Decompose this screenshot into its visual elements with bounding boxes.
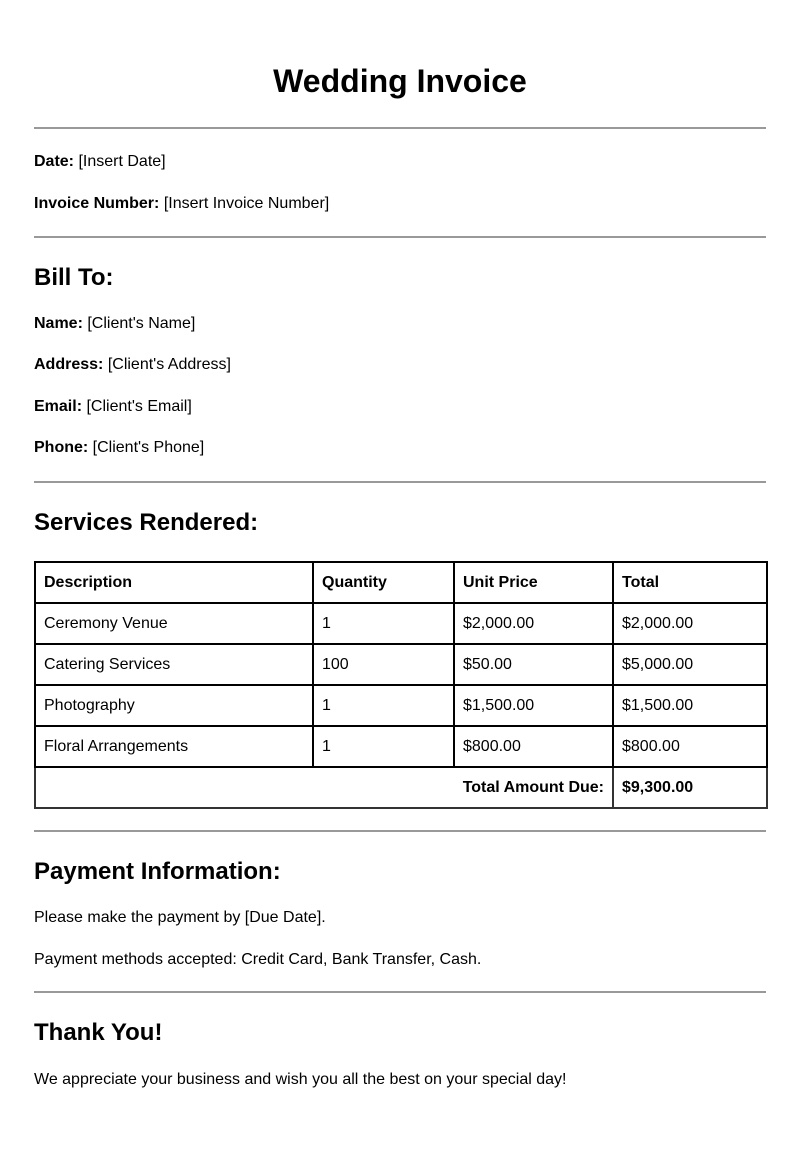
client-name-value: [Client's Name] xyxy=(87,315,196,332)
invoice-title: Wedding Invoice xyxy=(273,63,527,99)
date-label: Date: xyxy=(34,153,75,170)
client-name-field xyxy=(34,315,766,333)
column-header-total: Total xyxy=(613,562,767,603)
divider xyxy=(34,127,766,129)
services-table xyxy=(34,561,768,809)
thank-you-message: We appreciate your business and wish you all the best on your special day! xyxy=(34,1071,567,1088)
column-header-unit-price: Unit Price xyxy=(454,562,613,603)
payment-heading: Payment Information: xyxy=(34,858,281,885)
cell-description: Catering Services xyxy=(35,644,313,685)
table-row xyxy=(35,603,767,644)
cell-unit-price: $50.00 xyxy=(454,644,613,685)
cell-total: $800.00 xyxy=(613,726,767,767)
client-email-value: [Client's Email] xyxy=(86,398,192,415)
cell-total: $2,000.00 xyxy=(613,603,767,644)
total-amount-value: $9,300.00 xyxy=(613,767,767,808)
client-email-label: Email: xyxy=(34,398,83,415)
client-phone-field xyxy=(34,439,766,457)
cell-unit-price: $1,500.00 xyxy=(454,685,613,726)
cell-quantity: 1 xyxy=(313,603,454,644)
payment-due-text: Please make the payment by [Due Date]. xyxy=(34,909,326,926)
divider xyxy=(34,236,766,238)
cell-quantity: 100 xyxy=(313,644,454,685)
invoice-number-field xyxy=(34,195,766,213)
column-header-description: Description xyxy=(35,562,313,603)
client-address-label: Address: xyxy=(34,356,104,373)
services-heading: Services Rendered: xyxy=(34,509,259,536)
cell-description: Ceremony Venue xyxy=(35,603,313,644)
date-value: [Insert Date] xyxy=(78,153,166,170)
client-email-field xyxy=(34,398,766,416)
divider xyxy=(34,830,766,832)
client-phone-value: [Client's Phone] xyxy=(92,439,205,456)
invoice-number-label: Invoice Number: xyxy=(34,195,160,212)
table-row xyxy=(35,644,767,685)
total-row xyxy=(35,767,767,808)
client-address-field xyxy=(34,356,766,374)
column-header-quantity: Quantity xyxy=(313,562,454,603)
thank-you-heading: Thank You! xyxy=(34,1019,163,1046)
payment-methods-text: Payment methods accepted: Credit Card, Bank Transfer, Cash. xyxy=(34,951,482,968)
divider xyxy=(34,991,766,993)
invoice-number-value: [Insert Invoice Number] xyxy=(163,195,330,212)
cell-total: $1,500.00 xyxy=(613,685,767,726)
cell-unit-price: $800.00 xyxy=(454,726,613,767)
client-address-value: [Client's Address] xyxy=(107,356,231,373)
divider xyxy=(34,481,766,483)
table-header-row xyxy=(35,562,767,603)
cell-description: Photography xyxy=(35,685,313,726)
table-row xyxy=(35,685,767,726)
bill-to-heading: Bill To: xyxy=(34,264,114,291)
client-name-label: Name: xyxy=(34,315,83,332)
cell-quantity: 1 xyxy=(313,726,454,767)
cell-description: Floral Arrangements xyxy=(35,726,313,767)
date-field xyxy=(34,153,766,171)
table-row xyxy=(35,726,767,767)
total-amount-label: Total Amount Due: xyxy=(35,767,613,808)
cell-total: $5,000.00 xyxy=(613,644,767,685)
cell-quantity: 1 xyxy=(313,685,454,726)
cell-unit-price: $2,000.00 xyxy=(454,603,613,644)
client-phone-label: Phone: xyxy=(34,439,89,456)
